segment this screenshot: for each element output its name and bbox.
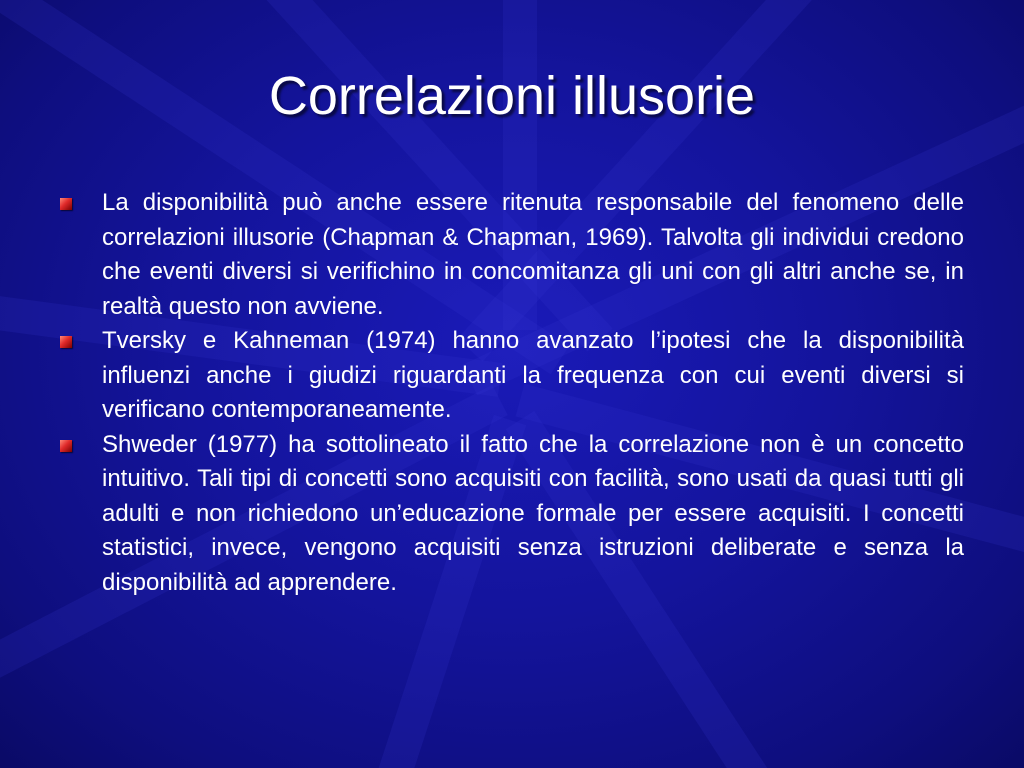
bullet-text: Tversky e Kahneman (1974) hanno avanzato l’ipotesi che la disponibilità influenzi anche i giudizi riguardanti la frequenza con cui eventi diversi si verificano contemporaneamente.: [102, 327, 964, 423]
slide-title: Correlazioni illusorie: [268, 66, 756, 126]
bullet-item: [60, 186, 964, 324]
bullet-item: [60, 324, 964, 428]
bullet-text: Shweder (1977) ha sottolineato il fatto che la correlazione non è un concetto intuitivo. Tali tipi di concetti sono acquisiti con facilità, sono usati da quasi tutti gli adulti e non richiedono un’educazione formale per essere acquisiti. I concetti statistici, invece, vengono acquisiti senza istruzioni deliberate e senza la disponibilità ad apprendere.: [102, 430, 964, 596]
square-bullet-icon: [60, 440, 72, 452]
square-bullet-icon: [60, 198, 72, 210]
bullet-list: [60, 186, 964, 600]
square-bullet-icon: [60, 336, 72, 348]
bullet-text: La disponibilità può anche essere ritenuta responsabile del fenomeno delle correlazioni illusorie (Chapman & Chapman, 1969). Talvolta gli individui credono che eventi diversi si verifichino in concomitanza gli uni con gli altri anche se, in realtà questo non avviene.: [102, 189, 964, 320]
bullet-item: [60, 428, 964, 601]
